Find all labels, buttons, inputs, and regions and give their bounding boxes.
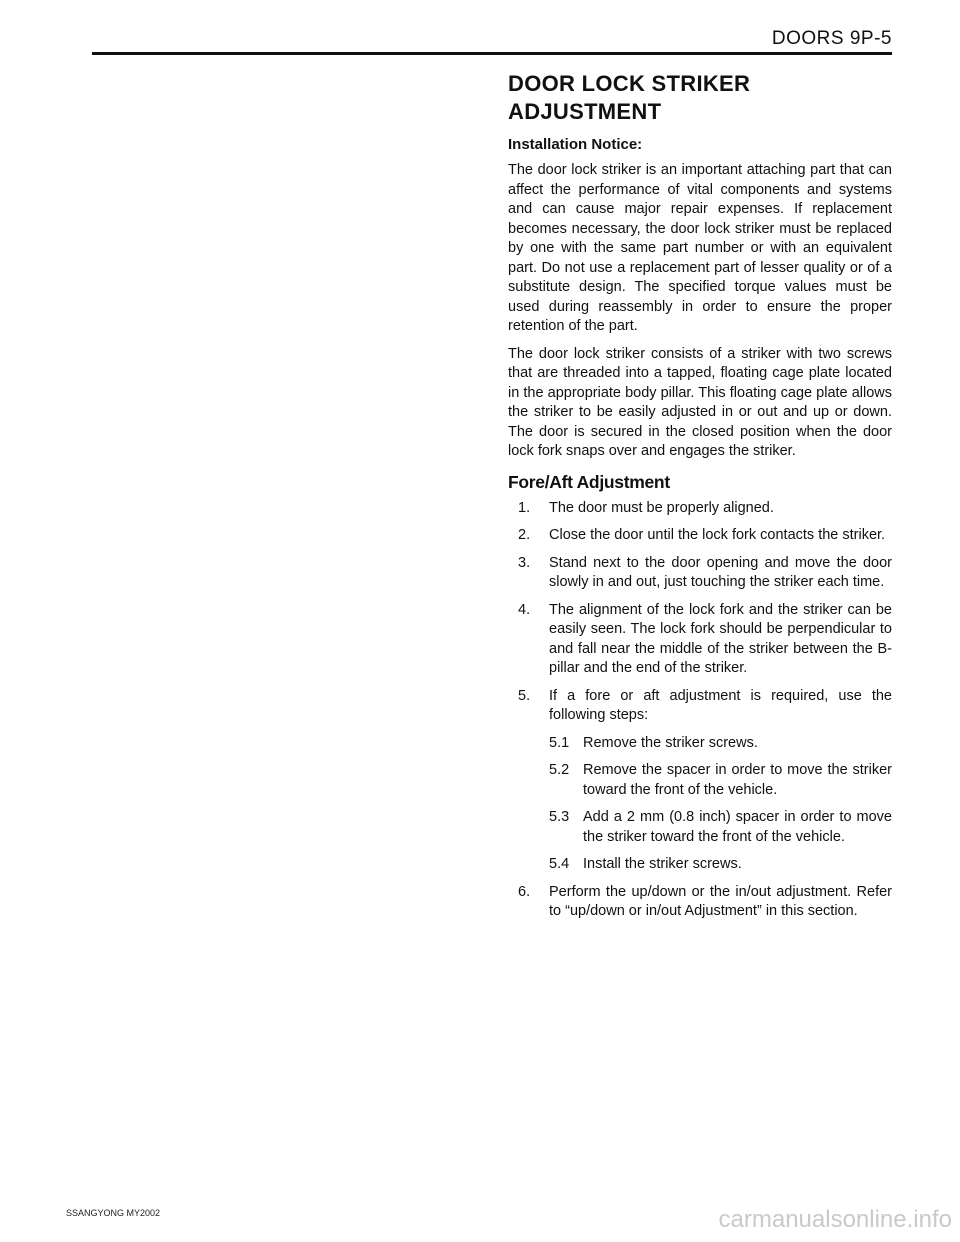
substep-number: 5.1	[549, 734, 570, 751]
step-number: 3.	[518, 554, 531, 571]
step-number: 2.	[518, 527, 531, 543]
step-number: 1.	[518, 499, 531, 516]
substep-number: 5.3	[549, 809, 570, 825]
watermark: carmanualsonline.info	[718, 1206, 952, 1233]
step-item	[518, 499, 892, 519]
fore-aft-steps	[508, 499, 892, 922]
main-column	[508, 70, 892, 930]
substep-text: Add a 2 mm (0.8 inch) spacer in order to move the striker toward the front of the vehicle.	[583, 809, 892, 845]
step-text: Stand next to the door opening and move the door slowly in and out, just touching the striker each time.	[549, 554, 892, 590]
step-item	[518, 687, 892, 875]
section-title-line2: ADJUSTMENT	[508, 99, 662, 124]
page-header-title: DOORS 9P-5	[771, 28, 892, 49]
step-text: Perform the up/down or the in/out adjustment. Refer to “up/down or in/out Adjustment” in this section.	[549, 883, 892, 919]
description-paragraph: The door lock striker consists of a striker with two screws that are threaded into a tapped, floating cage plate located in the appropriate body pillar. This floating cage plate allows the striker to be easily adjusted in or out and up or down. The door is secured in the closed position when the door lock fork snaps over and engages the striker.	[508, 345, 892, 459]
substep-number: 5.2	[549, 762, 570, 778]
step-item	[518, 526, 892, 546]
substep-item	[549, 855, 892, 875]
step-item	[518, 883, 892, 922]
substep-text: Remove the striker screws.	[583, 734, 758, 751]
step-item	[518, 601, 892, 679]
header-divider	[92, 52, 892, 55]
substep-number: 5.4	[549, 856, 570, 872]
step-text: Close the door until the lock fork contacts the striker.	[549, 527, 886, 543]
substep-text: Install the striker screws.	[583, 856, 742, 872]
fore-aft-heading: Fore/Aft Adjustment	[508, 471, 670, 492]
fore-aft-substeps	[549, 734, 892, 875]
step-text: The door must be properly aligned.	[549, 499, 774, 516]
section-title	[508, 70, 892, 126]
step-text: The alignment of the lock fork and the striker can be easily seen. The lock fork should be perpendicular to and fall near the middle of the striker between the B-pillar and the end of the striker.	[549, 601, 892, 676]
notice-paragraph: The door lock striker is an important attaching part that can affect the performance of vital components and systems and can cause major repair expenses. If replacement becomes necessary, the door lock striker must be replaced by one with the same part number or with an equivalent part. Do not use a replacement part of lesser quality or of a substitute design. The specified torque values must be used during reassembly in order to ensure the proper retention of the part.	[508, 162, 892, 334]
substep-item	[549, 734, 892, 754]
step-number: 4.	[518, 601, 531, 618]
installation-notice-label: Installation Notice:	[508, 136, 643, 153]
substep-item	[549, 808, 892, 847]
substep-text: Remove the spacer in order to move the striker toward the front of the vehicle.	[583, 762, 892, 798]
page-footer: SSANGYONG MY2002	[66, 1208, 161, 1218]
step-number: 5.	[518, 687, 531, 704]
step-item	[518, 554, 892, 593]
step-number: 6.	[518, 883, 531, 900]
step-text: If a fore or aft adjustment is required, use the following steps:	[549, 687, 892, 723]
substep-item	[549, 761, 892, 800]
section-title-line1: DOOR LOCK STRIKER	[508, 71, 751, 96]
